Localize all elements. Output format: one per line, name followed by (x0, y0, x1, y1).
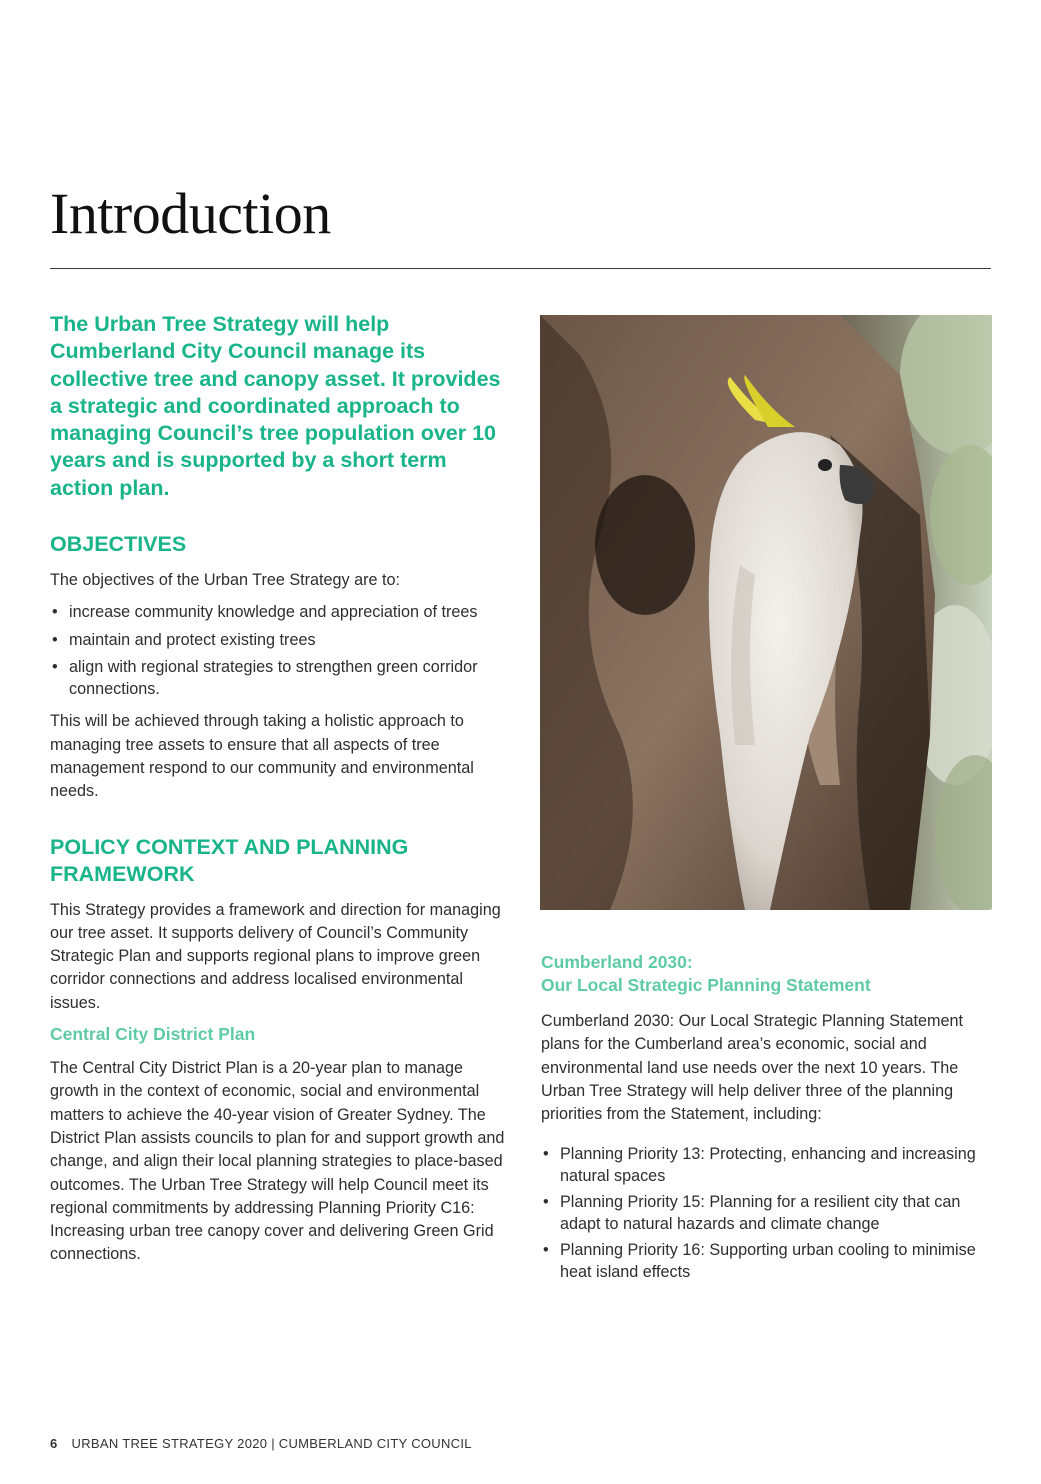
objectives-list (50, 602, 506, 700)
policy-body: This Strategy provides a framework and direction for managing our tree asset. It supports delivery of Council’s Community Strategic Plan and supports regional plans to improve green corridor connections and address localised environmental issues. (50, 900, 501, 1012)
district-plan-heading: Central City District Plan (50, 1024, 256, 1045)
page-title: Introduction (50, 181, 331, 246)
list-item: • Planning Priority 15: Planning for a resilient city that can adapt to natural hazards and climate change (541, 1192, 991, 1235)
page-footer (50, 1436, 472, 1451)
planning-priorities-list (541, 1144, 991, 1283)
intro-lead-paragraph: The Urban Tree Strategy will help Cumberland City Council manage its collective tree and canopy asset. It provides a strategic and coordinated approach to managing Council’s tree population over 10 years and is supported by a short term action plan. (50, 312, 501, 500)
heading-line-1: Cumberland 2030: (541, 952, 693, 972)
footer-text: URBAN TREE STRATEGY 2020 | CUMBERLAND CITY COUNCIL (71, 1436, 472, 1451)
cockatoo-photo (540, 315, 992, 910)
title-divider (50, 268, 991, 269)
district-plan-body: The Central City District Plan is a 20-year plan to manage growth in the context of economic, social and environmental matters to achieve the 40-year vision of Greater Sydney. The District Plan assists councils to plan for and support growth and change, and align their local planning strategies to place-based outcomes. The Urban Tree Strategy will help Council meet its regional commitments by addressing Planning Priority C16: Increasing urban tree canopy cover and delivering Green Grid connections. (50, 1059, 505, 1264)
page-number: 6 (50, 1436, 58, 1451)
objectives-closing: This will be achieved through taking a holistic approach to managing tree assets to ensure that all aspects of tree management respond to our community and environmental needs. (50, 712, 474, 801)
list-item: • Planning Priority 13: Protecting, enhancing and increasing natural spaces (541, 1144, 991, 1187)
list-item: • increase community knowledge and appreciation of trees (50, 602, 506, 624)
list-item: • maintain and protect existing trees (50, 630, 506, 652)
list-item: • Planning Priority 16: Supporting urban cooling to minimise heat island effects (541, 1240, 991, 1283)
left-column (50, 311, 506, 1267)
right-column (541, 951, 991, 1283)
cumberland-2030-body: Cumberland 2030: Our Local Strategic Planning Statement plans for the Cumberland area’s economic, social and environmental land use needs over the next 10 years. The Urban Tree Strategy will help deliver three of the planning priorities from the Statement, including: (541, 1012, 964, 1124)
policy-heading: POLICY CONTEXT AND PLANNING FRAMEWORK (50, 834, 409, 886)
objectives-intro: The objectives of the Urban Tree Strategy are to: (50, 571, 401, 590)
list-item: • align with regional strategies to strengthen green corridor connections. (50, 657, 506, 700)
objectives-heading: OBJECTIVES (50, 532, 187, 557)
heading-line-2: Our Local Strategic Planning Statement (541, 975, 871, 995)
cumberland-2030-heading (541, 951, 991, 997)
